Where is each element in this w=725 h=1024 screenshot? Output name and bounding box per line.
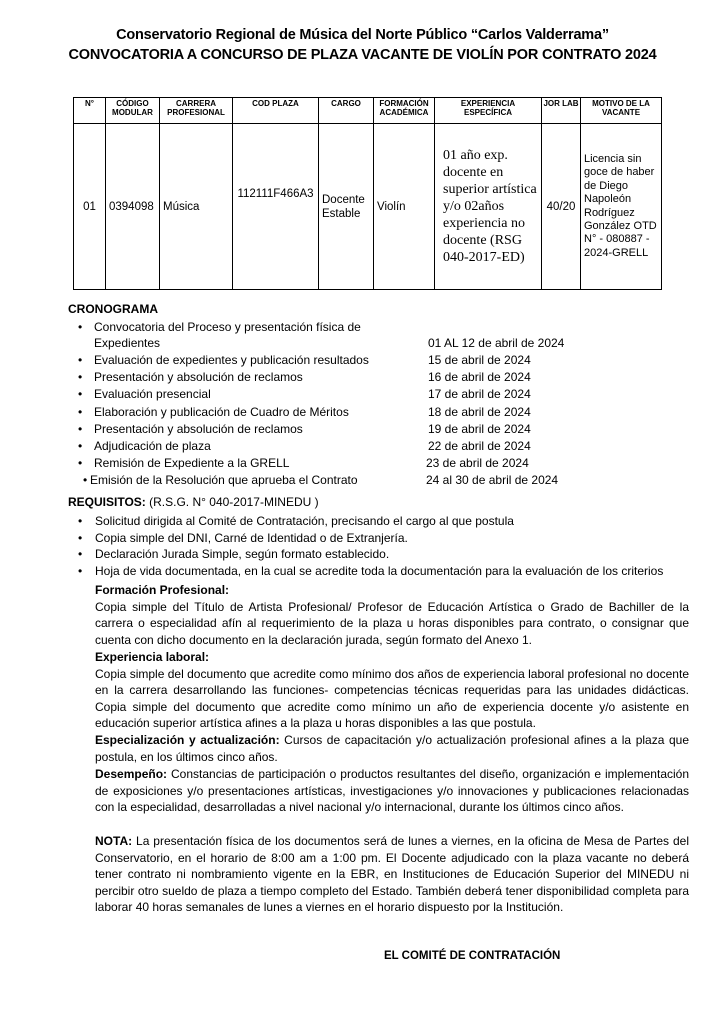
- bullet-icon: •: [78, 547, 83, 561]
- schedule-date: 19 de abril de 2024: [428, 421, 531, 436]
- cell-modular-code: 0394098: [106, 124, 160, 290]
- table-row: [74, 124, 662, 290]
- requirement-text: Hoja de vida documentada, en la cual se acredite toda la documentación para la evaluación de los criterios: [95, 563, 664, 578]
- schedule-activity: Remisión de Expediente a la GRELL: [94, 456, 290, 471]
- nota-section: [95, 833, 689, 916]
- bullet-icon: •: [78, 456, 83, 471]
- cronograma-heading: CRONOGRAMA: [68, 302, 158, 316]
- list-item: [78, 472, 598, 489]
- cell-number: 01: [74, 124, 106, 290]
- experiencia-label: Experiencia laboral:: [95, 650, 210, 664]
- schedule-activity: Emisión de la Resolución que aprueba el Contrato: [90, 473, 358, 488]
- cell-role: Docente Estable: [319, 124, 374, 290]
- list-item: [78, 513, 690, 530]
- bullet-icon: •: [78, 421, 83, 436]
- bullet-icon: •: [83, 473, 88, 488]
- requisitos-heading: [68, 495, 319, 509]
- schedule-activity: Elaboración y publicación de Cuadro de Méritos: [94, 404, 349, 419]
- list-item: [78, 546, 690, 563]
- list-item: [78, 404, 598, 421]
- list-item: [78, 530, 690, 547]
- requisitos-list: [78, 513, 690, 579]
- formacion-label: Formación Profesional:: [95, 583, 230, 597]
- especializacion-text: Cursos de capacitación y/o actualización profesional afines a la plaza que postula, en los últimos cinco años.: [95, 733, 689, 764]
- especializacion-section: [95, 732, 689, 765]
- bullet-icon: •: [78, 320, 83, 334]
- schedule-date: 23 de abril de 2024: [426, 456, 529, 471]
- nota-text: La presentación física de los documentos será de lunes a viernes, en la oficina de Mesa de Partes del Conservatorio, en el horario de 8:00 am a 1:00 pm. El Docente adjudicado con la plaza vacante no deberá tener contrato ni nombramiento vigente en la EBR, en Instituciones de Educación Superior del MINEDU ni percibir otro sueldo de plaza a tiempo completo del Estado. También deberá tener disponibilidad completa para laborar 40 horas semanales de lunes a viernes en el horario dispuesto por la Institución.: [95, 834, 689, 914]
- document-title: Conservatorio Regional de Música del Norte Público “Carlos Valderrama”: [116, 27, 609, 43]
- requisitos-reference: (R.S.G. N° 040-2017-MINEDU ): [145, 495, 319, 509]
- list-item: [78, 369, 598, 386]
- desempeno-text: Constancias de participación o productos resultantes del diseño, organización e implementación de exposiciones y/o presentaciones artísticas, investigaciones y/o innovaciones y publicaciones relacionadas con la especialidad, desarrolladas a nivel nacional y/o internacional, durante los últimos cinco años.: [95, 767, 689, 814]
- formacion-section: [95, 582, 689, 648]
- list-item: [78, 319, 598, 352]
- list-item: [78, 386, 598, 403]
- header-cell-career: CARRERA PROFESIONAL: [160, 98, 233, 124]
- formacion-text: Copia simple del Título de Artista Profesional/ Profesor de Educación Artística o Grado de Bachiller de la carrera o especialidad afín al requerimiento de la plaza u horas disponibles para contrato, o consignar que cuenta con dicho documento en la declaración jurada, según formato del Anexo 1.: [95, 599, 689, 647]
- schedule-activity: Presentación y absolución de reclamos: [94, 370, 303, 385]
- schedule-date: 17 de abril de 2024: [428, 387, 531, 402]
- list-item: [78, 438, 598, 455]
- cell-position-code: 112111F466A3: [233, 124, 319, 290]
- schedule-date: 16 de abril de 2024: [428, 370, 531, 385]
- header-cell-reason: MOTIVO DE LA VACANTE: [581, 98, 662, 124]
- list-item: [78, 563, 690, 580]
- cell-reason: Licencia sin goce de haber de Diego Napoleón Rodríguez González OTD N° - 080887 - 2024-GRELL: [581, 124, 662, 290]
- document-subtitle: CONVOCATORIA A CONCURSO DE PLAZA VACANTE DE VIOLÍN POR CONTRATO 2024: [68, 47, 657, 63]
- cell-experience: 01 año exp. docente en superior artística y/o 02años experiencia no docente (RSG 040-2017-ED): [435, 124, 542, 290]
- desempeno-section: [95, 766, 689, 816]
- schedule-date: 22 de abril de 2024: [428, 438, 531, 453]
- bullet-icon: •: [78, 563, 83, 578]
- desempeno-label: Desempeño:: [95, 767, 168, 781]
- nota-label: NOTA:: [95, 834, 133, 848]
- requirement-text: Declaración Jurada Simple, según formato establecido.: [95, 547, 390, 561]
- schedule-activity: Adjudicación de plaza: [94, 438, 211, 453]
- requirement-text: Copia simple del DNI, Carné de Identidad o de Extranjería.: [95, 530, 408, 545]
- requisitos-label: REQUISITOS:: [68, 495, 146, 509]
- bullet-icon: •: [78, 370, 83, 385]
- cell-training: Violín: [374, 124, 435, 290]
- header-cell-training: FORMACIÓN ACADÉMICA: [374, 98, 435, 124]
- schedule-activity: Convocatoria del Proceso y presentación física de Expedientes: [94, 320, 361, 350]
- header-cell-experience: EXPERIENCIA ESPECÍFICA: [435, 98, 542, 124]
- cell-career: Música: [160, 124, 233, 290]
- especializacion-label: Especialización y actualización:: [95, 733, 280, 747]
- experiencia-text: Copia simple del documento que acredite como mínimo dos años de experiencia laboral profesional no docente en la carrera desarrollando las funciones- competencias técnicas requeridas para las unidades didácticas. Copia simple del documento que acredite como mínimo un año de experiencia docente y/o asistente en educación superior artística afines a la plaza u horas disponibles a las que postula.: [95, 666, 689, 730]
- schedule-activity: Evaluación presencial: [94, 387, 211, 402]
- table-header-row: [74, 98, 662, 124]
- schedule-date: 24 al 30 de abril de 2024: [426, 473, 559, 488]
- schedule-date: 01 AL 12 de abril de 2024: [428, 336, 565, 350]
- list-item: [78, 352, 598, 369]
- schedule-activity: Presentación y absolución de reclamos: [94, 421, 303, 436]
- bullet-icon: •: [78, 404, 83, 419]
- bullet-icon: •: [78, 387, 83, 402]
- experiencia-section: [95, 649, 689, 732]
- signature-committee: EL COMITÉ DE CONTRATACIÓN: [384, 950, 561, 962]
- header-cell-workday: JOR LAB: [542, 98, 581, 124]
- vacancy-table: [73, 97, 662, 290]
- header-cell-number: N°: [74, 98, 106, 124]
- cronograma-list: [78, 319, 598, 490]
- requirement-text: Solicitud dirigida al Comité de Contratación, precisando el cargo al que postula: [95, 514, 514, 528]
- bullet-icon: •: [78, 353, 83, 367]
- schedule-activity: Evaluación de expedientes y publicación resultados: [94, 353, 369, 367]
- bullet-icon: •: [78, 530, 83, 545]
- bullet-icon: •: [78, 514, 83, 528]
- header-cell-role: CARGO: [319, 98, 374, 124]
- header-cell-position-code: COD PLAZA: [233, 98, 319, 124]
- list-item: [78, 421, 598, 438]
- cell-workday: 40/20: [542, 124, 581, 290]
- header-cell-modular-code: CÓDIGO MODULAR: [106, 98, 160, 124]
- bullet-icon: •: [78, 438, 83, 453]
- list-item: [78, 455, 598, 472]
- schedule-date: 18 de abril de 2024: [428, 404, 531, 419]
- schedule-date: 15 de abril de 2024: [428, 353, 531, 367]
